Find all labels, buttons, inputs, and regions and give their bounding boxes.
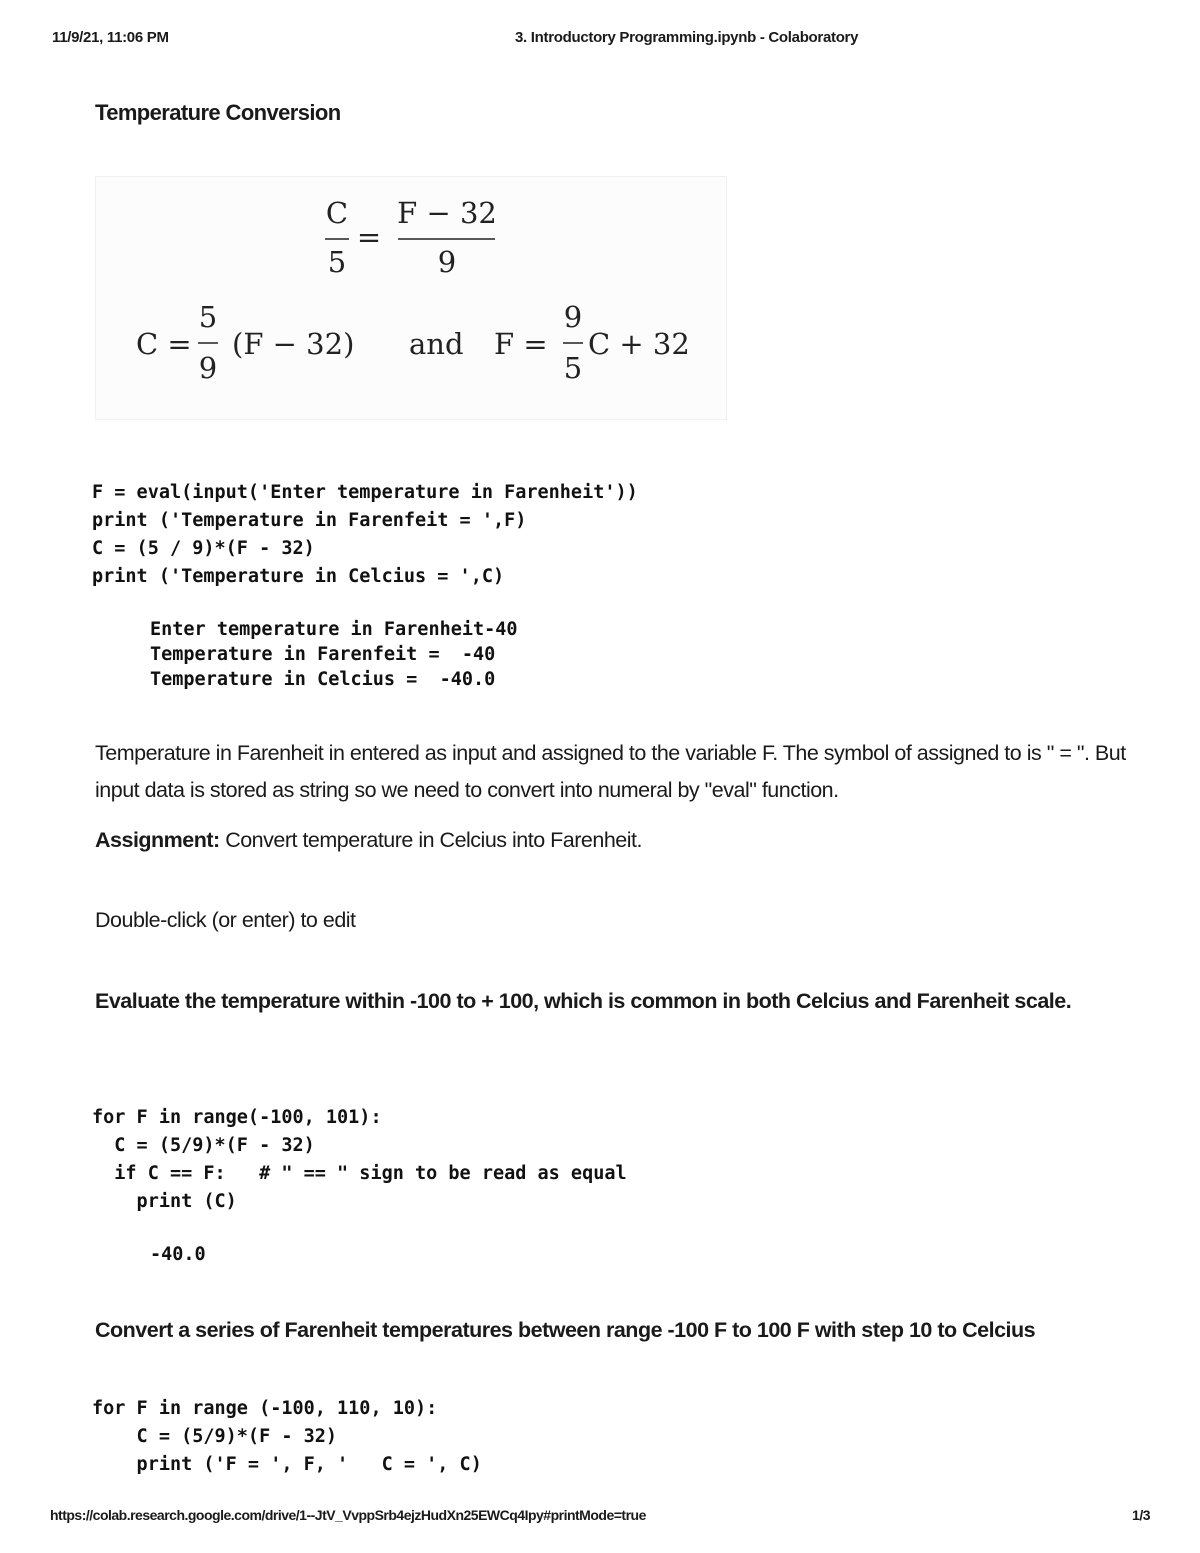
assignment-text — [95, 822, 1155, 859]
output-cell-temperature: Enter temperature in Farenheit-40 Temperature in Farenfeit = -40 Temperature in Celcius = -40.0 — [150, 619, 518, 690]
code-cell-series-conversion[interactable]: for F in range (-100, 110, 10): C = (5/9)*(F - 32) print ('F = ', F, ' C = ', C) — [92, 1398, 482, 1475]
page-title: 3. Introductory Programming.ipynb - Colaboratory — [515, 29, 859, 46]
output-cell-range-loop: -40.0 — [150, 1244, 206, 1265]
formula-c-plus-32: C + 32 — [588, 327, 690, 361]
formula-c-equals: C = — [136, 327, 192, 361]
empty-text-cell-hint[interactable]: Double-click (or enter) to edit — [95, 908, 356, 932]
formula-five-denominator: 5 — [563, 351, 583, 385]
formula-nine-denominator: 9 — [437, 245, 457, 279]
formula-nine-denominator: 9 — [198, 351, 218, 385]
formula-equals: = — [356, 220, 382, 254]
formula-f-equals: F = — [494, 327, 548, 361]
formula-five-denominator: 5 — [327, 245, 347, 279]
page-url: https://colab.research.google.com/drive/1--JtV_VvppSrb4ejzHudXn25EWCq4Ipy#printMode=true — [50, 1507, 646, 1523]
print-datetime: 11/9/21, 11:06 PM — [52, 29, 169, 46]
formula-nine-numerator: 9 — [563, 300, 583, 334]
formula-svg — [96, 177, 726, 419]
evaluate-heading: Evaluate the temperature within -100 to + 100, which is common in both Celcius and Farenheit scale. — [95, 989, 1072, 1013]
formula-and: and — [409, 327, 464, 361]
page-number: 1/3 — [1132, 1507, 1150, 1523]
convert-series-heading: Convert a series of Farenheit temperatures between range -100 F to 100 F with step 10 to Celcius — [95, 1318, 1036, 1342]
assignment-label: Assignment: — [95, 828, 220, 852]
formula-f-minus-32-paren: (F − 32) — [232, 327, 355, 361]
assignment-body: Convert temperature in Celcius into Farenheit. — [219, 828, 642, 852]
formula-c-numerator: C — [325, 196, 349, 230]
code-cell-range-loop[interactable]: for F in range(-100, 101): C = (5/9)*(F - 32) if C == F: # " == " sign to be read as equal print (C) — [92, 1107, 627, 1212]
formula-f-minus-32: F − 32 — [397, 196, 497, 230]
formula-image — [95, 176, 727, 420]
temperature-conversion-heading: Temperature Conversion — [95, 100, 341, 125]
code-cell-temperature-input[interactable]: F = eval(input('Enter temperature in Farenheit')) print ('Temperature in Farenfeit = ',F) C = (5 / 9)*(F - 32) print ('Temperature in Celcius = ',C) — [92, 482, 638, 587]
formula-five-numerator: 5 — [198, 300, 218, 334]
explanation-text: Temperature in Farenheit in entered as input and assigned to the variable F. The symbol of assigned to is " = ". But input data is stored as string so we need to convert into numeral by "eval" function. — [95, 741, 1126, 802]
